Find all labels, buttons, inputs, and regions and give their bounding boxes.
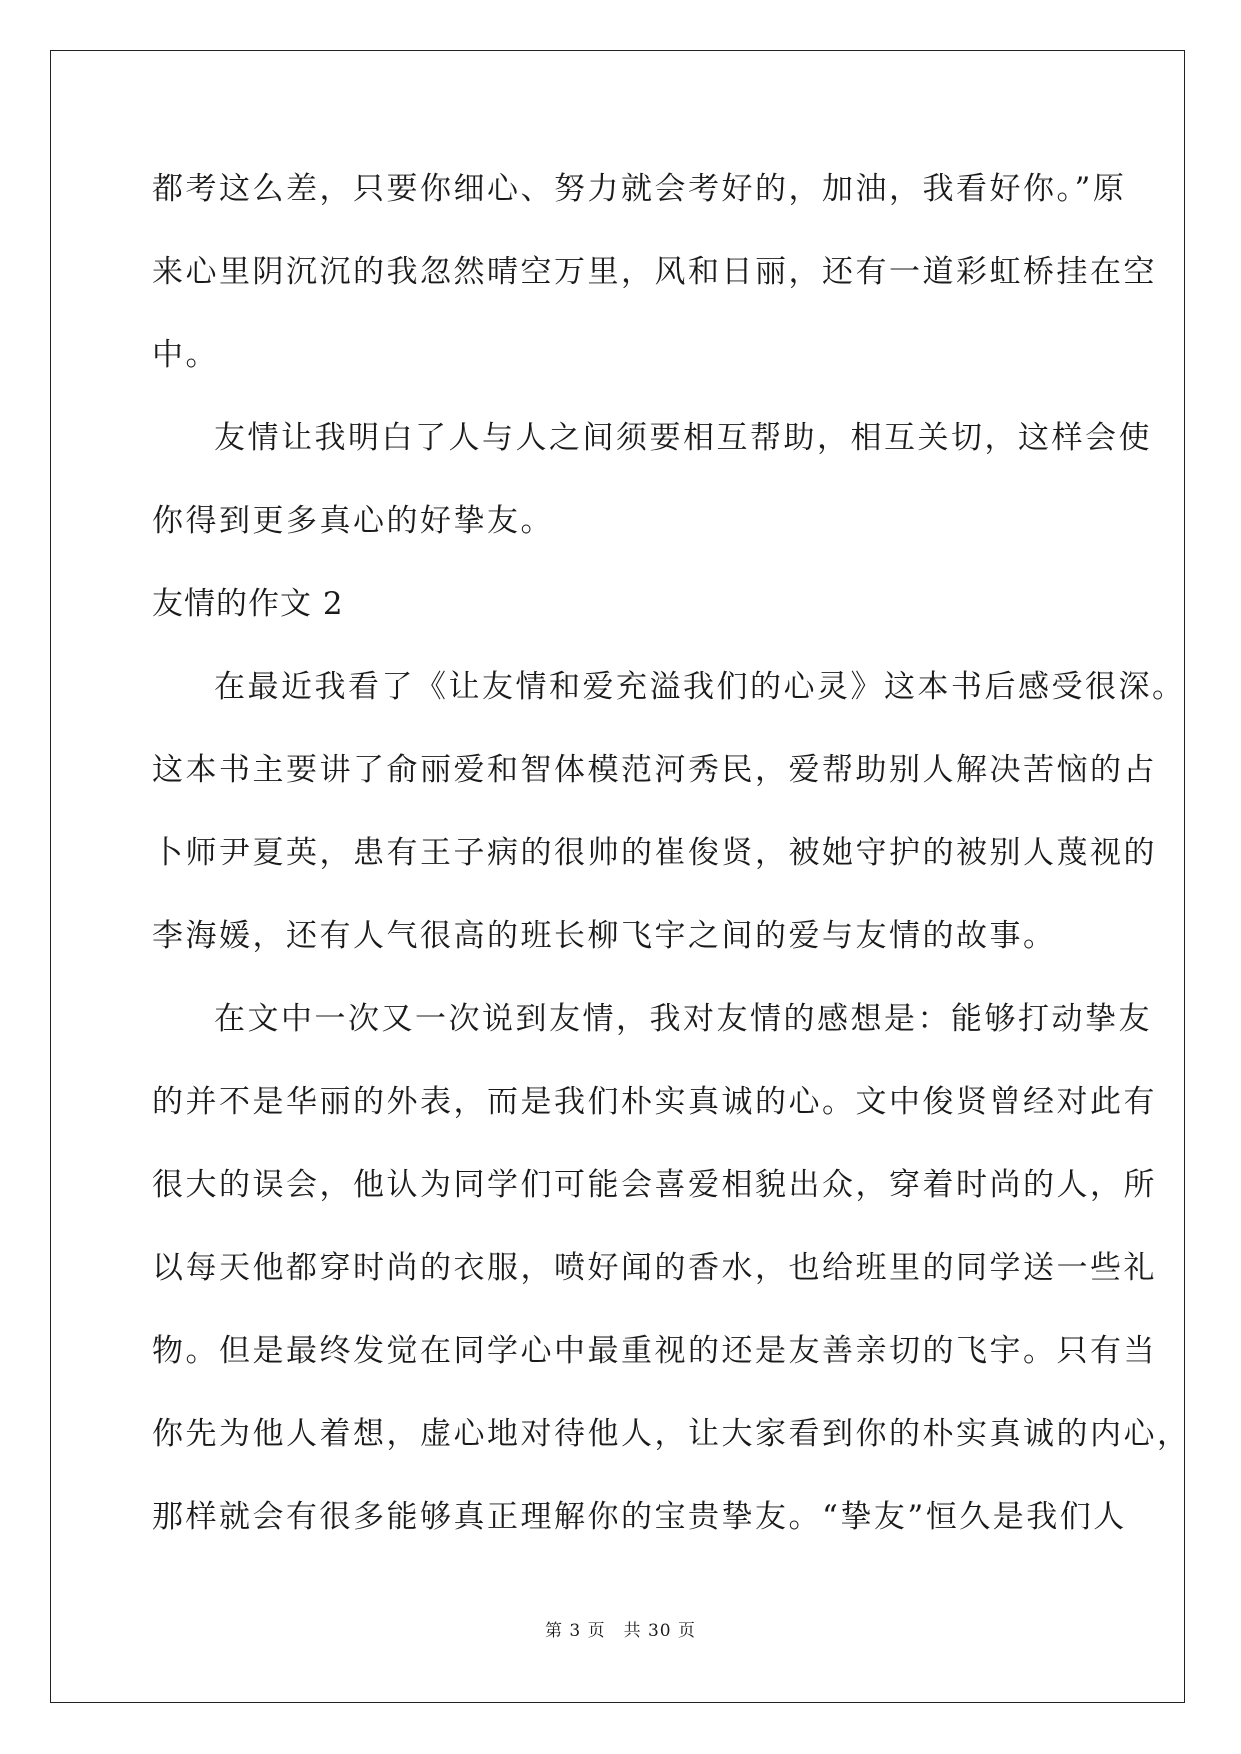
text-line-10: 李海媛，还有人气很高的班长柳飞宇之间的爱与友情的故事。 xyxy=(152,918,1057,954)
paragraph-start-line: 友情让我明白了人与人之间须要相互帮助，相互关切，这样会使 xyxy=(214,420,1152,456)
text-line-17: 那样就会有很多能够真正理解你的宝贵挚友。“挚友”恒久是我们人 xyxy=(152,1499,1127,1535)
text-line-5: 你得到更多真心的好挚友。 xyxy=(152,503,554,539)
section-heading: 友情的作文 2 xyxy=(152,586,344,622)
text-line-12: 的并不是华丽的外表，而是我们朴实真诚的心。文中俊贤曾经对此有 xyxy=(152,1084,1157,1120)
paragraph-start-line: 在最近我看了《让友情和爱充溢我们的心灵》这本书后感受很深。 xyxy=(214,669,1186,705)
page-border xyxy=(50,50,1185,1703)
text-line-14: 以每天他都穿时尚的衣服，喷好闻的香水，也给班里的同学送一些礼 xyxy=(152,1250,1157,1286)
page-number-footer: 第 3 页 共 30 页 xyxy=(544,1621,697,1641)
paragraph-start-line: 在文中一次又一次说到友情，我对友情的感想是：能够打动挚友 xyxy=(214,1001,1152,1037)
text-line-3: 中。 xyxy=(152,337,219,373)
text-line-15: 物。但是最终发觉在同学心中最重视的还是友善亲切的飞宇。只有当 xyxy=(152,1333,1157,1369)
text-line-8: 这本书主要讲了俞丽爱和智体模范河秀民，爱帮助别人解决苦恼的占 xyxy=(152,752,1157,788)
text-line-9: 卜师尹夏英，患有王子病的很帅的崔俊贤，被她守护的被别人蔑视的 xyxy=(152,835,1157,871)
text-line-2: 来心里阴沉沉的我忽然晴空万里，风和日丽，还有一道彩虹桥挂在空 xyxy=(152,254,1157,290)
text-line-13: 很大的误会，他认为同学们可能会喜爱相貌出众，穿着时尚的人，所 xyxy=(152,1167,1157,1203)
text-line-16: 你先为他人着想，虚心地对待他人，让大家看到你的朴实真诚的内心， xyxy=(152,1416,1191,1452)
text-line-1: 都考这么差，只要你细心、努力就会考好的，加油，我看好你。”原 xyxy=(152,171,1127,207)
